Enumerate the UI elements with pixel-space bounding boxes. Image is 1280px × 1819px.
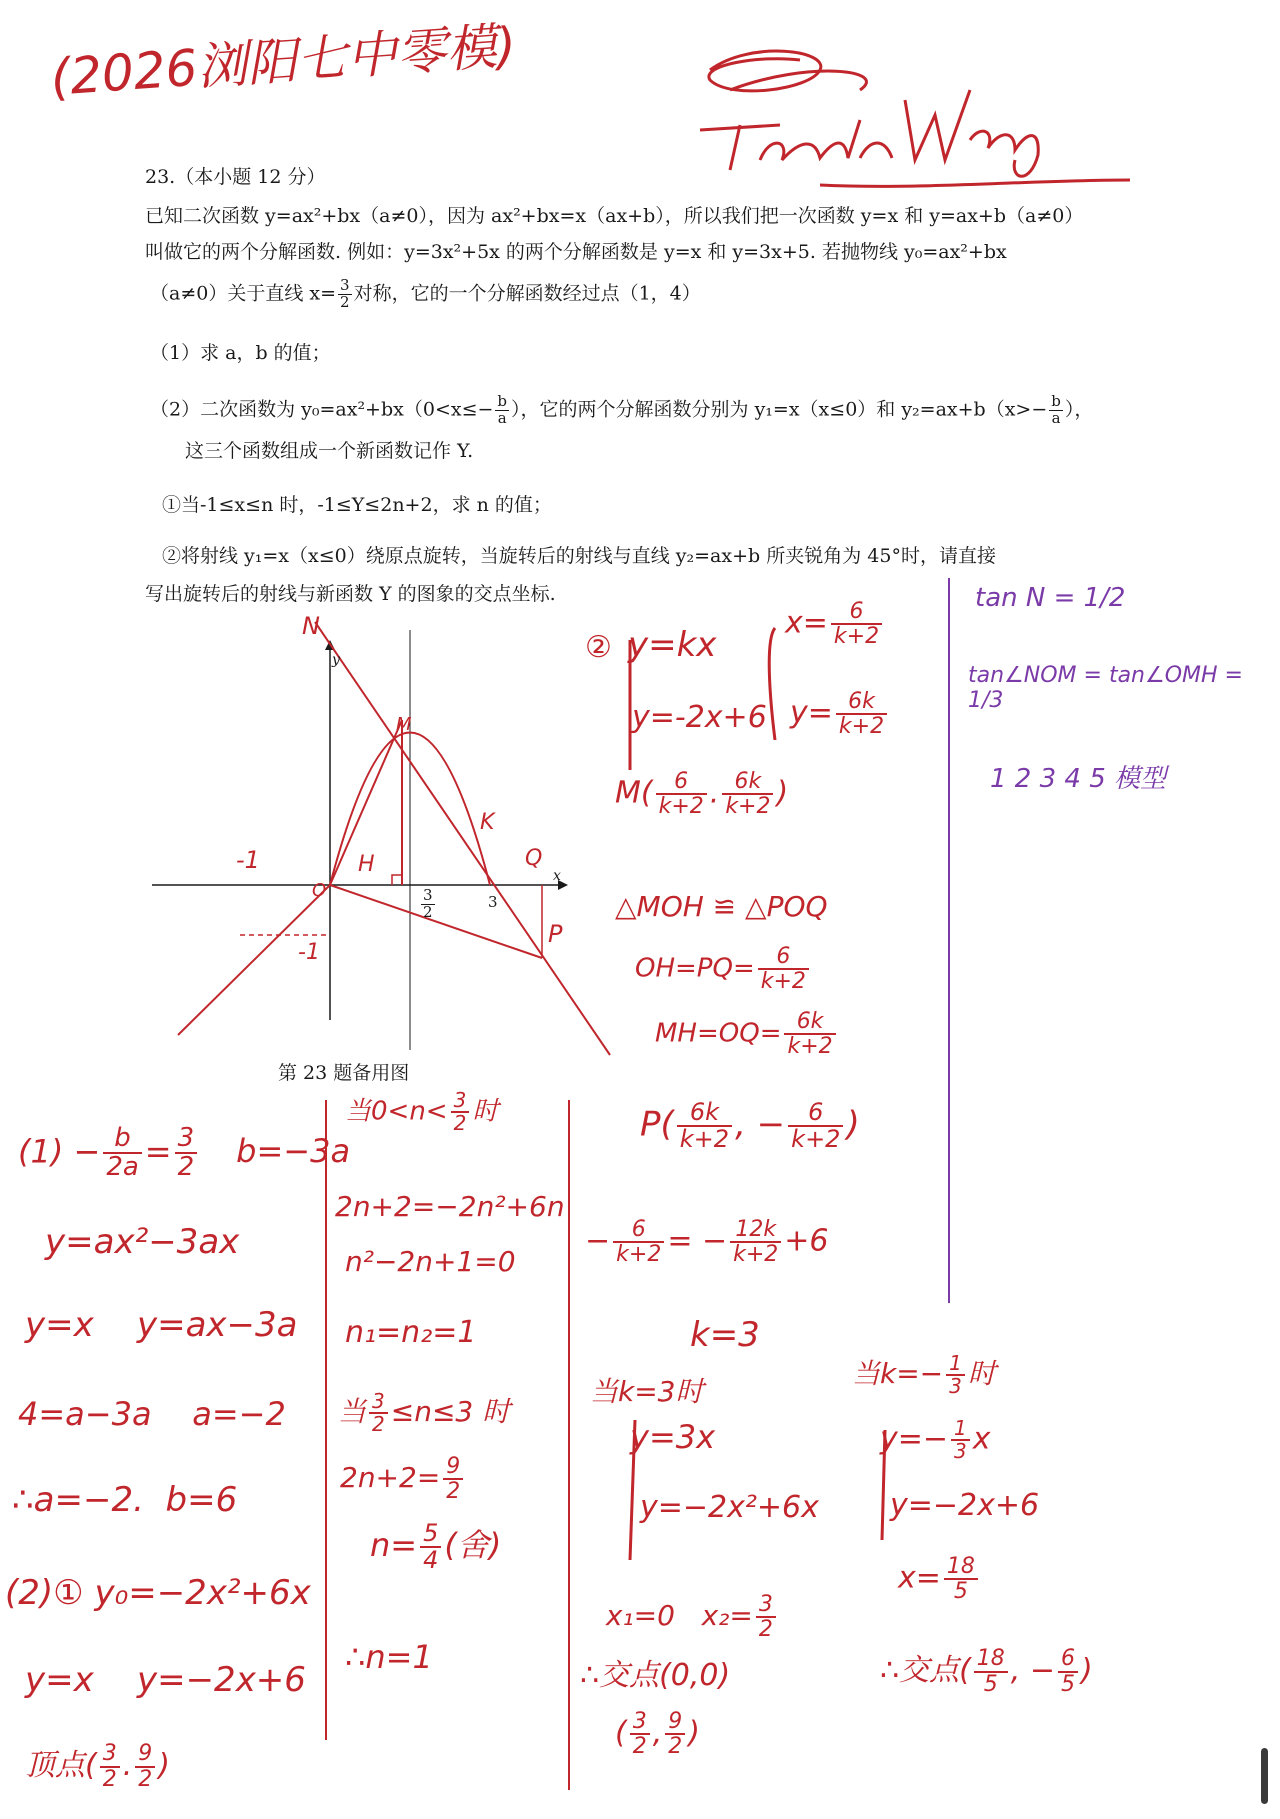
mid-point-m: M( $\frac{6}{k+2}$ . $\frac{6k}{k+2}$ ) — [615, 769, 789, 820]
mid-mh-oq: MH=OQ= $\frac{6k}{k+2}$ — [655, 1010, 839, 1058]
col2-line-8: ∴n=1 — [345, 1638, 433, 1676]
col3-case2: 当k=− $\frac{1}{3}$ 时 — [852, 1351, 996, 1398]
col3-equation: − $\frac{6}{k+2}$ = − $\frac{12k}{k+2}$ +6 — [585, 1217, 829, 1268]
mid-sys-right-2: y= $\frac{6k}{k+2}$ — [790, 690, 890, 738]
sub-question-1: ①当-1≤x≤n 时，-1≤Y≤2n+2，求 n 的值； — [162, 494, 552, 516]
col3-case2-sys-2: y=−2x+6 — [890, 1488, 1040, 1523]
fig-label-neg-one-y: -1 — [298, 940, 320, 965]
figure-graph — [140, 610, 640, 1090]
col2-line-2: 2n+2=−2n²+6n — [335, 1190, 565, 1223]
col2-line-5: 当 $\frac{3}{2}$ ≤n≤3 时 — [338, 1389, 511, 1436]
fig-label-K: K — [480, 810, 495, 835]
col3-point-p: P( $\frac{6k}{k+2}$ , − $\frac{6}{k+2}$ ) — [640, 1098, 860, 1154]
problem-number: 23.（本小题 12 分） — [145, 166, 326, 188]
col2-line-6: 2n+2= $\frac{9}{2}$ — [340, 1455, 466, 1503]
signature-image — [670, 30, 1150, 190]
col3-case2-point: ∴交点( $\frac{18}{5}$ , − $\frac{6}{5}$ ) — [880, 1646, 1093, 1697]
problem-intro-line-3 — [150, 278, 701, 311]
part-2-line-1: （2）二次函数为 y₀=ax²+bx（0<x≤− $\frac{b}{a}$ ），它的两个分解函数分别为 y₁=x（x≤0）和 y₂=ax+b（x>− $\frac{b}{a}$ ）， — [150, 392, 1094, 427]
mid-oh-pq: OH=PQ= $\frac{6}{k+2}$ — [635, 945, 812, 993]
col1-line-8: 顶点( $\frac{3}{2}$ . $\frac{9}{2}$ ) — [25, 1741, 170, 1792]
fig-label-three: 3 — [488, 893, 498, 911]
fig-label-origin: O — [312, 880, 327, 901]
col1-line-6: (2)① y₀=−2x²+6x — [5, 1573, 311, 1613]
mid-sys-right-1: x= $\frac{6}{k+2}$ — [785, 600, 885, 648]
col3-case1-sys-1: y=3x — [630, 1418, 716, 1456]
note-tan-n: tan N = 1/2 — [975, 583, 1126, 613]
divider-1 — [325, 1100, 327, 1740]
fig-label-x: x — [553, 868, 561, 884]
col3-case1-sys-2: y=−2x²+6x — [640, 1490, 819, 1525]
col2-line-4: n₁=n₂=1 — [345, 1315, 477, 1350]
col3-case1: 当k=3时 — [590, 1375, 704, 1408]
mid-sys-left-1: y=kx — [628, 625, 717, 665]
col3-case1-point-1: ∴交点(0,0) — [580, 1658, 731, 1693]
fig-label-N: N — [302, 612, 320, 640]
mid-top-label: ② — [585, 630, 612, 665]
fig-label-three-halves: $\frac{3}{2}$ — [423, 886, 433, 921]
problem-intro-line-1: 已知二次函数 y=ax²+bx（a≠0），因为 ax²+bx=x（ax+b），所以我们把一次函数 y=x 和 y=ax+b（a≠0） — [145, 205, 1084, 227]
intro-3-text-a: （a≠0）关于直线 x= — [150, 282, 337, 305]
fig-label-y: y — [332, 652, 340, 668]
part-1: （1）求 a，b 的值； — [150, 342, 331, 364]
col1-line-1: (1) − $\frac{b}{2a}$ = $\frac{3}{2}$ b=−3a — [18, 1123, 351, 1183]
col2-line-1: 当0<n< $\frac{3}{2}$ 时 — [345, 1088, 499, 1135]
fig-label-neg-one-x: -1 — [236, 846, 260, 874]
fig-label-Q: Q — [525, 846, 543, 871]
col1-line-5: ∴a=−2. b=6 — [12, 1480, 238, 1520]
col1-line-3: y=x y=ax−3a — [25, 1305, 298, 1345]
fig-label-H: H — [358, 852, 375, 877]
col1-line-4: 4=a−3a a=−2 — [18, 1395, 286, 1433]
line-y2 — [315, 622, 610, 1055]
col2-line-3: n²−2n+1=0 — [345, 1245, 516, 1278]
note-list: 1 2 3 4 5 模型 — [990, 764, 1167, 794]
sub-question-2-line-2: 写出旋转后的射线与新函数 Y 的图象的交点坐标. — [145, 583, 556, 605]
symmetry-axis-fraction: $\frac{3}{2}$ — [340, 276, 350, 311]
col3-case1-point-2: ( $\frac{3}{2}$ , $\frac{9}{2}$ ) — [615, 1709, 700, 1760]
fig-label-M: M — [396, 714, 412, 735]
mid-congruent: △MOH ≌ △POQ — [615, 890, 828, 923]
fig-label-P: P — [548, 920, 563, 948]
col1-line-2: y=ax²−3ax — [45, 1222, 240, 1262]
col2-line-7: n= $\frac{5}{4}$ (舍) — [370, 1518, 502, 1574]
figure-caption: 第 23 题备用图 — [278, 1062, 410, 1084]
col3-case1-roots: x₁=0 x₂= $\frac{3}{2}$ — [588, 1560, 779, 1641]
note-tan-angles: tan∠NOM = tan∠OMH = 1/3 — [968, 663, 1243, 713]
purple-divider — [948, 578, 950, 1303]
col3-k-result: k=3 — [690, 1315, 760, 1355]
source-note: (2026浏阳七中零模) — [48, 16, 518, 107]
part-2-line-2: 这三个函数组成一个新函数记作 Y. — [185, 440, 474, 462]
right-angle-mark — [392, 875, 402, 885]
divider-2 — [568, 1100, 570, 1790]
mid-sys-left-2: y=-2x+6 — [632, 700, 767, 735]
scrollbar-thumb[interactable] — [1261, 1748, 1268, 1804]
sub-question-2-line-1: ②将射线 y₁=x（x≤0）绕原点旋转，当旋转后的射线与直线 y₂=ax+b 所夹锐角为 45°时，请直接 — [162, 545, 996, 567]
col1-line-7: y=x y=−2x+6 — [25, 1660, 306, 1700]
col3-case2-x: x= $\frac{18}{5}$ — [898, 1555, 981, 1603]
col3-case2-sys-1: y=− $\frac{1}{3}$ x — [880, 1416, 991, 1463]
intro-3-text-b: 对称，它的一个分解函数经过点（1，4） — [353, 282, 701, 305]
problem-intro-line-2: 叫做它的两个分解函数. 例如：y=3x²+5x 的两个分解函数是 y=x 和 y=3x+5. 若抛物线 y₀=ax²+bx — [145, 241, 1007, 263]
